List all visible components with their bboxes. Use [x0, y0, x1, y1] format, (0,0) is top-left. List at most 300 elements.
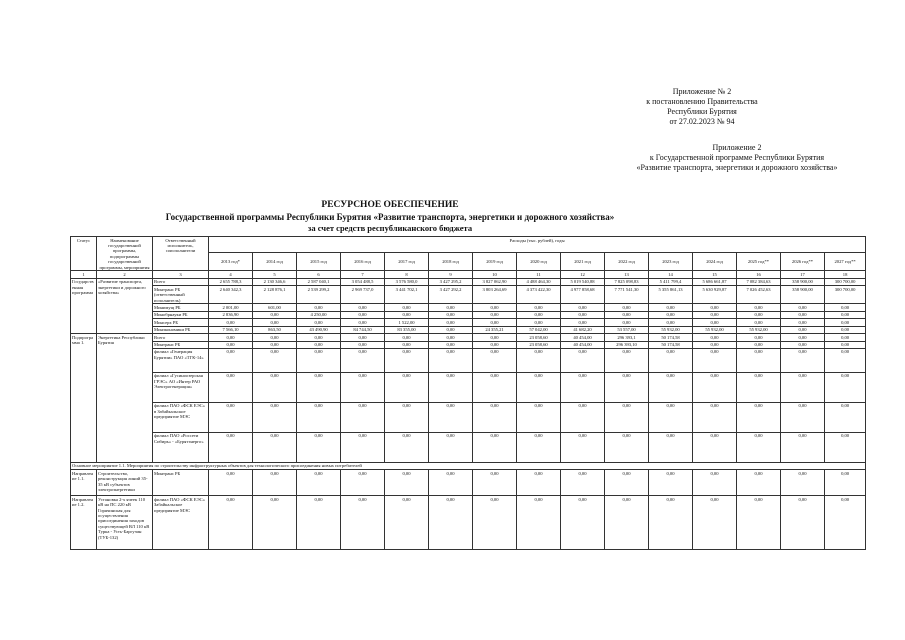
value-cell: 358 900,00: [781, 286, 825, 304]
value-cell: 0,00: [649, 348, 693, 372]
value-cell: 0,00: [253, 341, 297, 348]
value-cell: 0,00: [253, 402, 297, 432]
value-cell: 23 058,60: [517, 334, 561, 341]
value-cell: 0,00: [737, 319, 781, 326]
column-number: 7: [341, 271, 385, 278]
column-numbers-row: [71, 271, 866, 278]
value-cell: 7 566,10: [209, 326, 253, 333]
value-cell: 0,00: [473, 470, 517, 496]
value-cell: 0,00: [209, 341, 253, 348]
value-cell: 3 054 488,5: [341, 278, 385, 285]
value-cell: 0,00: [253, 319, 297, 326]
value-cell: 40 454,00: [561, 334, 605, 341]
column-number: 10: [473, 271, 517, 278]
column-number: 4: [209, 271, 253, 278]
value-cell: 0,00: [561, 348, 605, 372]
status-cell: Государственная программа: [71, 278, 97, 333]
value-cell: 0,00: [561, 372, 605, 402]
executor-cell: Минсерх РБ: [153, 319, 209, 326]
value-cell: 0,00: [297, 341, 341, 348]
value-cell: 0,00: [517, 432, 561, 462]
value-cell: 0,00: [473, 304, 517, 311]
header-executor: Ответственный исполнитель, соисполнители: [153, 237, 209, 271]
status-cell: Направление 1.1.: [71, 470, 97, 496]
value-cell: 0,00: [429, 304, 473, 311]
value-cell: 0,00: [473, 341, 517, 348]
value-cell: 601,00: [253, 304, 297, 311]
value-cell: 55 932,00: [693, 326, 737, 333]
executor-cell: филиал ПАО «ФСК ЕЭС» Забайкальское предприятие МЭС: [153, 496, 209, 550]
column-number: 17: [781, 271, 825, 278]
year-header: 2022 год: [605, 253, 649, 271]
resource-table: [70, 236, 866, 550]
value-cell: 0,00: [781, 470, 825, 496]
value-cell: 0,00: [693, 341, 737, 348]
value-cell: 3 827 062,90: [473, 278, 517, 285]
value-cell: 0,00: [649, 402, 693, 432]
value-cell: 0,00: [561, 496, 605, 550]
value-cell: 0,00: [429, 432, 473, 462]
value-cell: 0,00: [209, 496, 253, 550]
value-cell: 0,00: [649, 432, 693, 462]
value-cell: 23 058,60: [517, 341, 561, 348]
value-cell: 0,00: [253, 311, 297, 318]
value-cell: 4 373 422,30: [517, 286, 561, 304]
document-subtitle: Государственной программы Республики Бурятия «Развитие транспорта, энергетики и дорожного хозяйства»: [165, 212, 615, 222]
value-cell: 0,00: [429, 311, 473, 318]
value-cell: 4 250,00: [297, 311, 341, 318]
value-cell: 0,00: [737, 304, 781, 311]
value-cell: 43 490,90: [297, 326, 341, 333]
value-cell: 0,00: [605, 402, 649, 432]
value-cell: 0,00: [561, 402, 605, 432]
value-cell: 0,00: [825, 334, 866, 341]
value-cell: 296 393,10: [605, 341, 649, 348]
year-header: 2013 год*: [209, 253, 253, 271]
subprogram-row: [71, 402, 866, 432]
year-header: 2025 год**: [737, 253, 781, 271]
year-header: 2017 год: [385, 253, 429, 271]
value-cell: 0,00: [341, 311, 385, 318]
value-cell: 0,00: [781, 341, 825, 348]
value-cell: 0,00: [473, 348, 517, 372]
value-cell: 0,00: [693, 334, 737, 341]
value-cell: 0,00: [781, 402, 825, 432]
value-cell: 0,00: [825, 341, 866, 348]
column-number: 13: [605, 271, 649, 278]
executor-cell: филиал ПАО «ФСК ЕЭС» в Забайкальское предприятие МЭС: [153, 402, 209, 432]
executor-cell: Всего: [153, 278, 209, 285]
column-number: 6: [297, 271, 341, 278]
value-cell: 0,00: [693, 496, 737, 550]
value-cell: 0,00: [781, 348, 825, 372]
document-subtitle-2: за счет средств республиканского бюджета: [307, 223, 473, 233]
status-cell: Подпрограмма 1.: [71, 334, 97, 463]
value-cell: 0,00: [429, 326, 473, 333]
value-cell: 0,00: [561, 311, 605, 318]
value-cell: 5 630 929,87: [693, 286, 737, 304]
value-cell: 0,00: [385, 372, 429, 402]
value-cell: 0,00: [429, 319, 473, 326]
value-cell: 2 587 040,1: [297, 278, 341, 285]
column-number: 15: [693, 271, 737, 278]
value-cell: 0,00: [297, 304, 341, 311]
value-cell: 0,00: [429, 372, 473, 402]
section-title: Основное мероприятие 1.1. Мероприятия по строительству инфраструктурных объектов для технологического присоединения новых потребителей: [71, 462, 866, 469]
table-header-row: [71, 237, 866, 253]
value-cell: 83 355,00: [385, 326, 429, 333]
executor-cell: Минэкономики РБ: [153, 326, 209, 333]
value-cell: 0,00: [825, 372, 866, 402]
value-cell: 0,00: [825, 326, 866, 333]
appendix-line: к Государственной программе Республики Бурятия: [649, 153, 825, 162]
year-header: 2021 год: [561, 253, 605, 271]
value-cell: 0,00: [781, 496, 825, 550]
value-cell: 2 128 876,1: [253, 286, 297, 304]
column-number: 18: [825, 271, 866, 278]
column-number: 11: [517, 271, 561, 278]
value-cell: 0,00: [297, 496, 341, 550]
year-header: 2026 год**: [781, 253, 825, 271]
value-cell: 0,00: [341, 470, 385, 496]
value-cell: 0,00: [385, 402, 429, 432]
value-cell: 0,00: [341, 402, 385, 432]
value-cell: 0,00: [209, 470, 253, 496]
value-cell: 3 427 295,2: [429, 278, 473, 285]
value-cell: 0,00: [341, 432, 385, 462]
value-cell: 55 932,00: [649, 326, 693, 333]
value-cell: 0,00: [385, 496, 429, 550]
value-cell: 0,00: [209, 432, 253, 462]
value-cell: 0,00: [825, 319, 866, 326]
value-cell: 1 522,00: [385, 319, 429, 326]
value-cell: 0,00: [737, 372, 781, 402]
value-cell: 0,00: [605, 348, 649, 372]
year-header: 2023 год: [649, 253, 693, 271]
value-cell: 300 700,00: [825, 286, 866, 304]
value-cell: 2 640 342,3: [209, 286, 253, 304]
value-cell: 0,00: [737, 496, 781, 550]
appendix-program-header: [617, 143, 857, 173]
measure-row: [71, 496, 866, 550]
value-cell: 0,00: [517, 470, 561, 496]
executor-cell: Минобрнауки РБ: [153, 311, 209, 318]
executor-cell: филиал ПАО «Россети Сибирь» - «Бурятэнерго»: [153, 432, 209, 462]
appendix-2-header: [627, 87, 777, 127]
program-row: [71, 319, 866, 326]
measure-row: [71, 470, 866, 496]
value-cell: 0,00: [385, 470, 429, 496]
value-cell: 0,00: [473, 402, 517, 432]
section-row: [71, 462, 866, 469]
value-cell: 41 682,20: [561, 326, 605, 333]
value-cell: 0,00: [825, 496, 866, 550]
subprogram-row: [71, 372, 866, 402]
value-cell: 0,00: [341, 334, 385, 341]
value-cell: 0,00: [253, 496, 297, 550]
year-header: 2027 год**: [825, 253, 866, 271]
value-cell: 0,00: [517, 372, 561, 402]
value-cell: 0,00: [649, 372, 693, 402]
value-cell: 0,00: [385, 304, 429, 311]
value-cell: 0,00: [693, 311, 737, 318]
value-cell: 296 393,1: [605, 334, 649, 341]
value-cell: 0,00: [297, 432, 341, 462]
value-cell: 0,00: [253, 372, 297, 402]
value-cell: 0,00: [429, 402, 473, 432]
value-cell: 3 441 702,1: [385, 286, 429, 304]
year-header: 2014 год: [253, 253, 297, 271]
value-cell: 0,00: [737, 402, 781, 432]
value-cell: 84 744,50: [341, 326, 385, 333]
value-cell: 863,50: [253, 326, 297, 333]
value-cell: 0,00: [693, 372, 737, 402]
value-cell: 0,00: [297, 319, 341, 326]
value-cell: 0,00: [517, 402, 561, 432]
value-cell: 0,00: [693, 402, 737, 432]
value-cell: 2 539 299,2: [297, 286, 341, 304]
value-cell: 0,00: [253, 470, 297, 496]
program-row: [71, 326, 866, 333]
value-cell: 0,00: [341, 348, 385, 372]
value-cell: 7 771 541,30: [605, 286, 649, 304]
value-cell: 3 576 580,0: [385, 278, 429, 285]
value-cell: 0,00: [473, 319, 517, 326]
value-cell: 2 655 788,3: [209, 278, 253, 285]
program-row: [71, 311, 866, 318]
value-cell: 0,00: [605, 304, 649, 311]
value-cell: 0,00: [781, 372, 825, 402]
value-cell: 0,00: [561, 432, 605, 462]
header-name: Наименование государственной программы, подпрограммы государственной программы, мероприятия: [97, 237, 153, 271]
value-cell: 0,00: [781, 432, 825, 462]
document-title: РЕСУРСНОЕ ОБЕСПЕЧЕНИЕ: [321, 200, 459, 210]
value-cell: 0,00: [385, 334, 429, 341]
value-cell: 0,00: [473, 432, 517, 462]
value-cell: 0,00: [693, 304, 737, 311]
program-row: [71, 286, 866, 304]
value-cell: 0,00: [605, 496, 649, 550]
appendix-line: Приложение № 2: [672, 87, 732, 96]
value-cell: 0,00: [209, 319, 253, 326]
value-cell: 300 700,00: [825, 278, 866, 285]
value-cell: 0,00: [561, 304, 605, 311]
column-number: 8: [385, 271, 429, 278]
value-cell: 0,00: [693, 432, 737, 462]
value-cell: 55 932,00: [737, 326, 781, 333]
subprogram-row: [71, 341, 866, 348]
executor-cell: Минтранс РБ: [153, 470, 209, 496]
column-number: 9: [429, 271, 473, 278]
value-cell: 0,00: [297, 348, 341, 372]
value-cell: 0,00: [297, 372, 341, 402]
value-cell: 0,00: [473, 372, 517, 402]
value-cell: 0,00: [209, 334, 253, 341]
value-cell: 0,00: [561, 319, 605, 326]
value-cell: 4 488 464,30: [517, 278, 561, 285]
value-cell: 5 686 661,87: [693, 278, 737, 285]
measure-name-cell: Установка 2-х ячеек 110 кВ на ПС 220 кВ Горячинская для осуществления присоединения заходов существующей ВЛ 110 кВ Турка - Усть-Баргузин (ТУБ-132): [97, 496, 153, 550]
header-status: Статус: [71, 237, 97, 271]
value-cell: 50 174,58: [649, 334, 693, 341]
column-number: 16: [737, 271, 781, 278]
value-cell: 0,00: [209, 372, 253, 402]
value-cell: 0,00: [341, 341, 385, 348]
value-cell: 358 900,00: [781, 278, 825, 285]
value-cell: 0,00: [385, 341, 429, 348]
value-cell: 2 130 346,6: [253, 278, 297, 285]
subprogram-row: [71, 334, 866, 341]
year-header: 2019 год: [473, 253, 517, 271]
value-cell: 5 355 861,13: [649, 286, 693, 304]
value-cell: 7 825 098,83: [605, 278, 649, 285]
value-cell: 0,00: [737, 348, 781, 372]
value-cell: 0,00: [781, 311, 825, 318]
value-cell: 3 803 264,69: [473, 286, 517, 304]
value-cell: 0,00: [605, 470, 649, 496]
value-cell: 0,00: [341, 304, 385, 311]
value-cell: 2 969 737,0: [341, 286, 385, 304]
year-header: 2016 год: [341, 253, 385, 271]
subprogram-name-cell: Энергетика Республики Бурятия: [97, 334, 153, 463]
value-cell: 0,00: [297, 334, 341, 341]
value-cell: 0,00: [517, 311, 561, 318]
year-header: 2024 год: [693, 253, 737, 271]
value-cell: 5 411 799,4: [649, 278, 693, 285]
year-header: 2020 год: [517, 253, 561, 271]
value-cell: 0,00: [781, 326, 825, 333]
measure-name-cell: Строительство, реконструкция линий 35-35 кВ субъектов электроэнергетики: [97, 470, 153, 496]
value-cell: 0,00: [385, 348, 429, 372]
value-cell: 0,00: [825, 402, 866, 432]
value-cell: 0,00: [341, 319, 385, 326]
value-cell: 0,00: [649, 304, 693, 311]
value-cell: 0,00: [517, 304, 561, 311]
value-cell: 0,00: [781, 319, 825, 326]
value-cell: 0,00: [693, 319, 737, 326]
value-cell: 0,00: [253, 334, 297, 341]
year-header: 2015 год: [297, 253, 341, 271]
appendix-line: Приложение 2: [712, 143, 762, 152]
value-cell: 0,00: [297, 470, 341, 496]
value-cell: 0,00: [825, 311, 866, 318]
value-cell: 53 557,00: [605, 326, 649, 333]
value-cell: 0,00: [385, 311, 429, 318]
value-cell: 0,00: [649, 319, 693, 326]
column-number: 2: [97, 271, 153, 278]
value-cell: 0,00: [253, 348, 297, 372]
column-number: 5: [253, 271, 297, 278]
value-cell: 0,00: [605, 432, 649, 462]
value-cell: 0,00: [737, 334, 781, 341]
appendix-line: от 27.02.2023 № 94: [669, 117, 735, 126]
value-cell: 0,00: [605, 372, 649, 402]
value-cell: 0,00: [341, 372, 385, 402]
value-cell: 0,00: [429, 334, 473, 341]
value-cell: 0,00: [737, 432, 781, 462]
program-row: [71, 278, 866, 285]
value-cell: 0,00: [737, 311, 781, 318]
executor-cell: Минтранс РБ: [153, 341, 209, 348]
value-cell: 0,00: [649, 496, 693, 550]
value-cell: 0,00: [693, 348, 737, 372]
value-cell: 0,00: [517, 319, 561, 326]
value-cell: 0,00: [385, 432, 429, 462]
executor-cell: филиал «Гусиноозерская ГРЭС» АО «Интер РАО Электрогенерация»: [153, 372, 209, 402]
value-cell: 0,00: [517, 348, 561, 372]
value-cell: 0,00: [253, 432, 297, 462]
value-cell: 0,00: [825, 470, 866, 496]
value-cell: 0,00: [825, 348, 866, 372]
column-number: 3: [153, 271, 209, 278]
value-cell: 0,00: [429, 470, 473, 496]
executor-cell: филиал «Генерация Бурятии» ПАО «ТГК-14»: [153, 348, 209, 372]
value-cell: 0,00: [605, 319, 649, 326]
subprogram-row: [71, 348, 866, 372]
value-cell: 0,00: [737, 470, 781, 496]
value-cell: 0,00: [429, 348, 473, 372]
value-cell: 0,00: [473, 334, 517, 341]
value-cell: 0,00: [297, 402, 341, 432]
value-cell: 0,00: [781, 304, 825, 311]
value-cell: 0,00: [209, 402, 253, 432]
value-cell: 50 174,58: [649, 341, 693, 348]
appendix-line: Республики Бурятия: [667, 107, 737, 116]
value-cell: 0,00: [649, 311, 693, 318]
appendix-line: к постановлению Правительства: [646, 97, 758, 106]
program-row: [71, 304, 866, 311]
value-cell: 0,00: [561, 470, 605, 496]
subprogram-row: [71, 432, 866, 462]
executor-cell: Минимущ РБ: [153, 304, 209, 311]
value-cell: 40 454,00: [561, 341, 605, 348]
year-header: 2018 год: [429, 253, 473, 271]
executor-cell: Всего: [153, 334, 209, 341]
value-cell: 0,00: [693, 470, 737, 496]
value-cell: 0,00: [825, 432, 866, 462]
header-expenses: Расходы (тыс. рублей), годы: [209, 237, 866, 253]
value-cell: 4 977 858,68: [561, 286, 605, 304]
column-number: 14: [649, 271, 693, 278]
value-cell: 7 026 452,63: [737, 286, 781, 304]
value-cell: 0,00: [341, 496, 385, 550]
value-cell: 0,00: [473, 496, 517, 550]
value-cell: 0,00: [429, 341, 473, 348]
value-cell: 7 082 384,63: [737, 278, 781, 285]
value-cell: 0,00: [605, 311, 649, 318]
column-number: 1: [71, 271, 97, 278]
value-cell: 0,00: [209, 348, 253, 372]
value-cell: 2 836,90: [209, 311, 253, 318]
value-cell: 57 042,00: [517, 326, 561, 333]
value-cell: 0,00: [737, 341, 781, 348]
status-cell: Направление 1.2.: [71, 496, 97, 550]
value-cell: 5 019 540,88: [561, 278, 605, 285]
value-cell: 0,00: [517, 496, 561, 550]
value-cell: 0,00: [473, 311, 517, 318]
value-cell: 3 427 292,2: [429, 286, 473, 304]
value-cell: 0,00: [781, 334, 825, 341]
value-cell: 24 355,21: [473, 326, 517, 333]
column-number: 12: [561, 271, 605, 278]
value-cell: 0,00: [825, 304, 866, 311]
program-name-cell: «Развитие транспорта, энергетики и дорожного хозяйства»: [97, 278, 153, 333]
appendix-line: «Развитие транспорта, энергетики и дорожного хозяйства»: [636, 163, 838, 172]
executor-cell: Минтранс РБ (ответственный исполнитель): [153, 286, 209, 304]
value-cell: 0,00: [649, 470, 693, 496]
value-cell: 2 001,00: [209, 304, 253, 311]
value-cell: 0,00: [429, 496, 473, 550]
